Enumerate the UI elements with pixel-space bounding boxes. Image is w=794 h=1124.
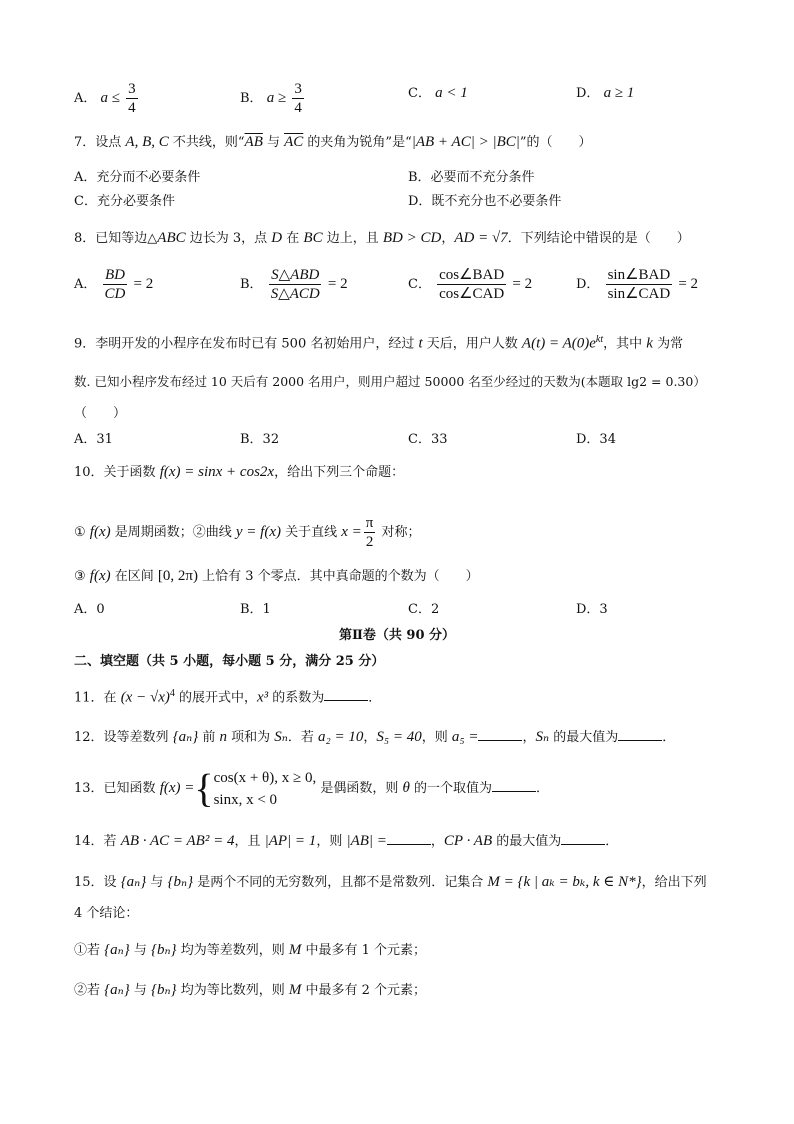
q14 xyxy=(74,830,618,852)
math: {aₙ} xyxy=(104,982,130,998)
q11 xyxy=(74,684,381,708)
math: t xyxy=(418,335,423,352)
math: ABC xyxy=(157,230,186,246)
text: 边长为 3，点 xyxy=(185,231,272,246)
brace-icon: { xyxy=(194,765,214,811)
fraction xyxy=(269,266,322,303)
math: k xyxy=(646,335,653,352)
option-label: C． xyxy=(408,277,431,292)
q9-option-c: C．33 xyxy=(408,432,448,447)
text: 项和为 xyxy=(227,730,275,745)
text: ③ xyxy=(74,569,90,584)
q9-stem-line1 xyxy=(74,330,683,354)
text: 的夹角为锐角”是“ xyxy=(303,135,412,150)
q8-option-a xyxy=(74,266,153,303)
denominator: S△ACD xyxy=(270,286,320,302)
text: 是周期函数；②曲线 xyxy=(110,525,236,540)
option-label: A． xyxy=(74,91,97,106)
math: D xyxy=(271,230,283,246)
math: (x − √x) xyxy=(120,689,170,706)
fraction xyxy=(364,514,376,551)
fraction xyxy=(292,80,304,117)
math: AD = √7 xyxy=(454,230,508,246)
option-expr: a < 1 xyxy=(435,85,468,101)
math: {aₙ} xyxy=(104,942,130,958)
q15-conclusion-2 xyxy=(74,980,426,1001)
q7-option-c: C．充分必要条件 xyxy=(74,194,175,209)
text: 的最大值为 xyxy=(492,834,562,849)
math: |AB| = xyxy=(346,833,387,849)
text: 12．设等差数列 xyxy=(74,730,173,745)
case: sinx, x < 0 xyxy=(213,791,278,808)
text: ． xyxy=(535,781,549,796)
math: {bₙ} xyxy=(167,874,194,890)
math: f(x) = sinx + cos2x xyxy=(159,464,275,480)
text: 与 xyxy=(129,983,151,998)
math: A, B, C xyxy=(125,134,169,150)
exponent: kt xyxy=(595,334,604,345)
equals: = 2 xyxy=(327,276,348,292)
text: ． xyxy=(368,690,382,706)
math: θ xyxy=(402,780,410,796)
option-label: A． xyxy=(74,277,97,292)
text: ，则 xyxy=(316,834,347,849)
text: ， xyxy=(441,231,455,246)
q6-option-d xyxy=(576,83,634,104)
q7-stem xyxy=(74,132,592,153)
q6-option-a xyxy=(74,80,140,117)
option-label: D． xyxy=(576,277,600,292)
text: 在 xyxy=(282,231,304,246)
q7-option-a: A．充分而不必要条件 xyxy=(74,170,201,185)
text: 中最多有 2 个元素； xyxy=(301,983,426,998)
q8-stem xyxy=(74,228,690,249)
fraction xyxy=(437,266,506,303)
q6-option-c xyxy=(408,83,468,104)
q9-option-d: D．34 xyxy=(576,432,616,447)
q10-option-a: A．0 xyxy=(74,602,105,617)
math: {bₙ} xyxy=(150,942,177,958)
answer-blank[interactable] xyxy=(324,686,368,701)
text: 不共线，则“ xyxy=(168,135,245,150)
text: ”的（ ） xyxy=(519,135,592,150)
denominator: 2 xyxy=(365,534,374,550)
option-label: B． xyxy=(240,91,263,106)
answer-blank[interactable] xyxy=(561,830,605,845)
text: 在区间 xyxy=(110,569,158,584)
math: f(x) = xyxy=(159,780,195,796)
q7-option-b: B．必要而不充分条件 xyxy=(408,170,535,185)
math: {aₙ} xyxy=(120,874,147,890)
math: n xyxy=(219,729,228,745)
math: CP · AB xyxy=(443,833,493,849)
part-title: 第Ⅱ卷（共 90 分） xyxy=(338,628,456,643)
text: ，给出下列三个命题： xyxy=(274,465,405,480)
piecewise xyxy=(214,767,317,811)
fraction xyxy=(126,80,138,117)
q10-option-c: C．2 xyxy=(408,602,440,617)
text: 均为等比数列，则 xyxy=(176,983,289,998)
text: 9．李明开发的小程序在发布时已有 500 名初始用户，经过 xyxy=(74,336,419,352)
text: 的展开式中， xyxy=(174,690,257,706)
text: 关于直线 xyxy=(281,525,342,540)
answer-blank[interactable] xyxy=(618,726,662,741)
text: ，且 xyxy=(234,834,265,849)
math: f(x) xyxy=(89,568,111,584)
q9-stem-line2: 数. 已知小程序发布经过 10 天后有 2000 名用户，则用户超过 50000 名至少经过的天数为(本题取 lg2 = 0.30） xyxy=(74,374,706,389)
math: S₅ = 40 xyxy=(376,729,422,745)
equals: = 2 xyxy=(512,276,533,292)
numerator: S△ABD xyxy=(271,267,320,283)
math: Sₙ xyxy=(274,729,288,745)
text: ， xyxy=(430,834,444,849)
math: |AB + AC| > |BC| xyxy=(411,134,520,150)
text: 10．关于函数 xyxy=(74,465,160,480)
exponent: 4 xyxy=(169,688,175,699)
answer-blank[interactable] xyxy=(492,777,536,792)
q10-proposition-1-2 xyxy=(74,514,421,551)
text: 为常 xyxy=(652,336,684,352)
numerator: 3 xyxy=(294,81,302,97)
math: x³ xyxy=(257,689,269,706)
q9-option-a: A．31 xyxy=(74,432,113,447)
text: 的最大值为 xyxy=(549,730,619,745)
math: f(x) xyxy=(89,524,111,540)
q10-option-d: D．3 xyxy=(576,602,608,617)
text: 14．若 xyxy=(74,834,121,849)
math: a₅ = xyxy=(451,729,479,745)
text: ①若 xyxy=(74,943,105,958)
option-expr: a ≥ 1 xyxy=(603,85,635,101)
text: ① xyxy=(74,525,90,540)
q13 xyxy=(74,764,549,813)
q9-option-b: B．32 xyxy=(240,432,280,447)
math: x = xyxy=(341,524,362,540)
numerator: π xyxy=(365,515,374,531)
answer-blank[interactable] xyxy=(387,830,431,845)
vector: $\overline{AB}$ xyxy=(244,134,263,150)
math: M xyxy=(288,982,302,998)
text: 边上，且 xyxy=(322,231,383,246)
text: 11．在 xyxy=(74,690,121,706)
denominator: sin∠CAD xyxy=(607,286,671,302)
q9-answer-paren: （ ） xyxy=(74,406,127,421)
text: 13．已知函数 xyxy=(74,781,160,796)
q10-proposition-3 xyxy=(74,566,479,587)
text: ，给出下列 xyxy=(641,875,707,890)
math: Sₙ xyxy=(535,729,550,745)
text: 15．设 xyxy=(74,875,121,890)
q10-stem xyxy=(74,462,404,483)
text: 的一个取值为 xyxy=(409,781,492,796)
text: ， xyxy=(363,730,377,745)
text: 中最多有 1 个元素； xyxy=(301,943,426,958)
option-label: B． xyxy=(240,277,263,292)
denominator: CD xyxy=(104,286,126,302)
math: BD > CD xyxy=(382,230,442,246)
text: ．若 xyxy=(287,730,319,745)
text: 是偶函数，则 xyxy=(316,781,403,796)
text: 上恰有 3 个零点．其中真命题的个数为（ ） xyxy=(197,569,479,584)
fraction xyxy=(103,266,128,303)
denominator: 4 xyxy=(294,100,302,116)
option-expr: a ≥ xyxy=(266,90,287,106)
text: 是两个不同的无穷数列，且都不是常数列．记集合 xyxy=(193,875,488,890)
q8-option-d xyxy=(576,266,698,303)
denominator: 4 xyxy=(128,100,136,116)
q7-option-d: D．既不充分也不必要条件 xyxy=(408,194,562,209)
text: 与 xyxy=(129,943,151,958)
text: 与 xyxy=(146,875,168,890)
math: M = {k | aₖ = bₖ, k ∈ N*} xyxy=(487,874,642,890)
option-expr: a ≤ xyxy=(100,90,121,106)
equals: = 2 xyxy=(678,276,699,292)
option-label: C． xyxy=(408,86,431,101)
numerator: cos∠BAD xyxy=(439,267,505,283)
numerator: sin∠BAD xyxy=(607,267,671,283)
equals: = 2 xyxy=(133,276,154,292)
text: ，其中 xyxy=(603,336,647,352)
text: ②若 xyxy=(74,983,105,998)
option-label: D． xyxy=(576,86,600,101)
math: {aₙ} xyxy=(172,729,199,745)
text: ，则 xyxy=(421,730,452,745)
fraction xyxy=(606,266,673,303)
text: 对称； xyxy=(377,525,421,540)
text: 与 xyxy=(262,135,285,150)
numerator: 3 xyxy=(128,81,136,97)
text: ．下列结论中错误的是（ ） xyxy=(507,231,690,246)
math: |AP| = 1 xyxy=(264,833,317,849)
denominator: cos∠CAD xyxy=(439,286,505,302)
section-heading: 二、填空题（共 5 小题，每小题 5 分，满分 25 分） xyxy=(74,654,385,669)
text: 的系数为 xyxy=(268,690,325,706)
math: y = f(x) xyxy=(235,524,281,540)
text: ． xyxy=(605,834,619,849)
q8-option-c xyxy=(408,266,532,303)
math: AB · AC = AB² = 4 xyxy=(120,833,235,849)
math: M xyxy=(288,942,302,958)
q15-conclusion-1 xyxy=(74,940,426,961)
text: ． xyxy=(662,730,676,745)
text: 8．已知等边△ xyxy=(74,231,158,246)
math: BC xyxy=(303,230,323,246)
q12 xyxy=(74,726,675,748)
q10-option-b: B．1 xyxy=(240,602,271,617)
math: {bₙ} xyxy=(150,982,177,998)
text: ， xyxy=(522,730,536,745)
q15-stem-line2: 4 个结论： xyxy=(74,906,139,921)
math: [0, 2π) xyxy=(157,568,198,584)
text: 天后，用户人数 xyxy=(422,336,522,352)
text: 前 xyxy=(198,730,220,745)
case: cos(x + θ), x ≥ 0, xyxy=(213,769,317,786)
numerator: BD xyxy=(104,267,125,283)
text: 均为等差数列，则 xyxy=(176,943,289,958)
answer-blank[interactable] xyxy=(478,726,522,741)
q15-stem xyxy=(74,872,707,893)
q8-option-b xyxy=(240,266,348,303)
text: 7．设点 xyxy=(74,135,126,150)
vector: $\overline{AC}$ xyxy=(284,134,304,150)
q6-option-b xyxy=(240,80,306,117)
math: a₂ = 10 xyxy=(318,729,364,745)
math: A(t) = A(0)e xyxy=(521,335,596,352)
